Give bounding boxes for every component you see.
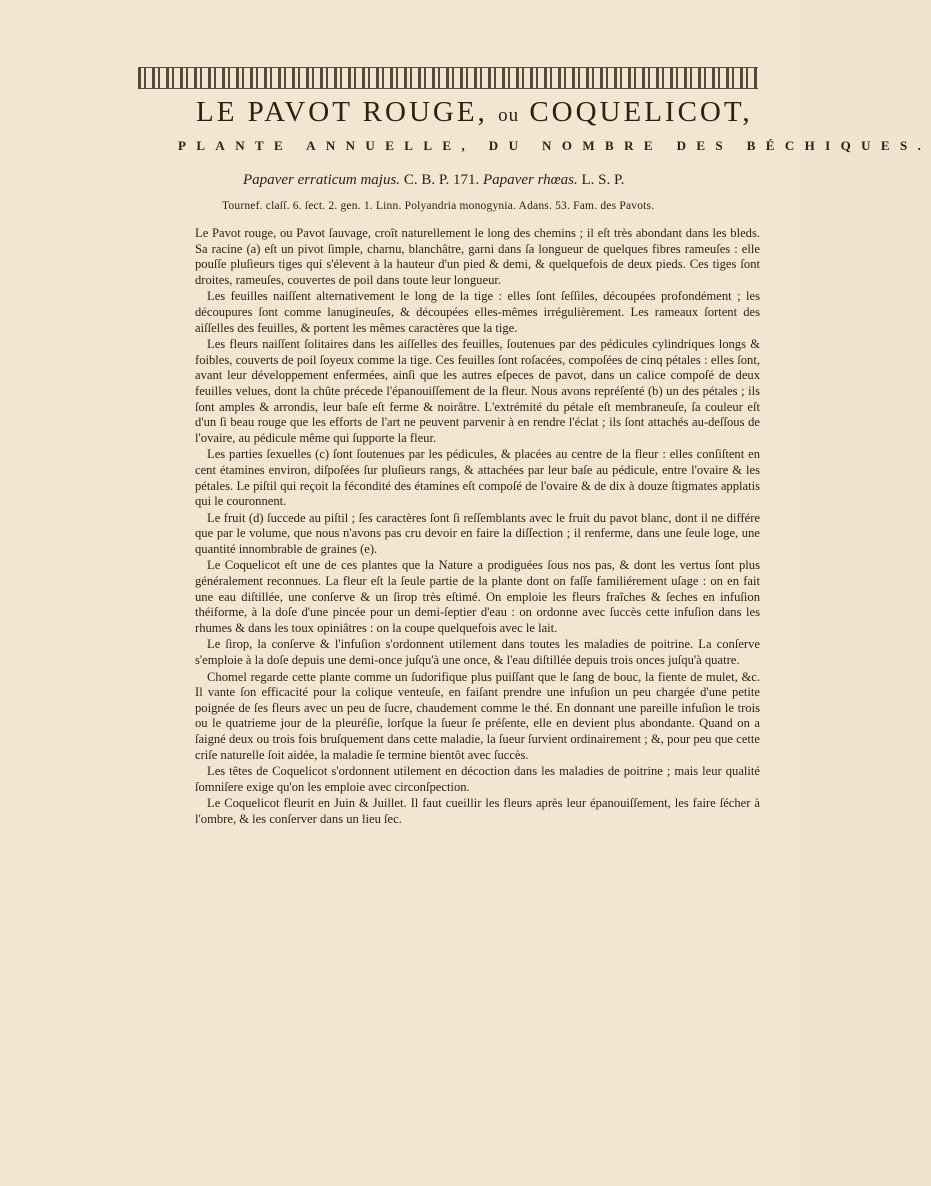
paragraph: Le ſirop, la conſerve & l'infuſion s'ordonnent utilement dans toutes les maladies de poitrine. La conſerve s'emploie à la doſe depuis une demi-once juſqu'à une once, & l'eau diſtillée depuis trois onces juſqu'à quatre. (195, 637, 760, 668)
paragraph: Les fleurs naiſſent ſolitaires dans les aiſſelles des feuilles, ſoutenues par des pédicules cylindriques longs & foibles, couverts de poil ſoyeux comme la tige. Ces feuilles ſont roſacées, compoſées de cinq pétales : elles ſont, avant leur développement enfermées, ainſi que les autres eſpeces de pavot, dans un calice compoſé de deux feuilles velues, dont la chûte précede l'épanouiſſement de la fleur. Nous avons repréſenté (b) un des pétales ; ils ſont amples & arrondis, leur baſe eſt ferme & noirâtre. L'extrémité du pétale eſt membraneuſe, ſa couleur eſt d'un ſi beau rouge que les efforts de l'art ne peuvent parvenir à en rendre l'éclat ; ils ſont attachés au-deſſous de l'ovaire, au pédicule même qui ſupporte la fleur. (195, 337, 760, 445)
paragraph: Le Pavot rouge, ou Pavot ſauvage, croît naturellement le long des chemins ; il eſt très abondant dans les bleds. Sa racine (a) eſt un pivot ſimple, charnu, blanchâtre, garni dans ſa longueur de quelques fibres rameuſes : elle pouſſe pluſieurs tiges qui s'élevent à la hauteur d'un pied & demi, & quelquefois de deux pieds. Ces tiges ſont droites, rameuſes, couvertes de poil dans toute leur longueur. (195, 226, 760, 287)
body-text (195, 226, 760, 829)
title-ou: ou (498, 105, 520, 126)
classification-references: Tournef. claſſ. 6. ſect. 2. gen. 1. Linn. Polyandria monogynia. Adans. 53. Fam. des Pavots. (222, 200, 655, 212)
latin-name-b: Papaver rhœas. (483, 172, 578, 188)
title-end: COQUELICOT, (529, 96, 753, 128)
latin-name-a: Papaver erraticum majus. (243, 172, 401, 188)
subtitle: PLANTE ANNUELLE, DU NOMBRE DES BÉCHIQUES. (178, 138, 931, 153)
title-main: LE PAVOT ROUGE, (196, 96, 488, 128)
paragraph: Le Coquelicot fleurit en Juin & Juillet. Il faut cueillir les fleurs après leur épanouiſſement, les faire ſécher à l'ombre, & les conſerver dans un lieu ſec. (195, 796, 760, 826)
latin-ref-b: L. S. P. (581, 172, 625, 188)
paragraph: Le fruit (d) ſuccede au piſtil ; ſes caractères ſont ſi reſſemblants avec le fruit du pavot blanc, dont il ne différe que par le volume, que nous n'avons pas cru devoir en faire la diſſection ; il renferme, dans une ſeule loge, une quantité innombrable de graines (e). (195, 510, 760, 556)
paragraph: Chomel regarde cette plante comme un ſudorifique plus puiſſant que le ſang de bouc, la fiente de mulet, &c. Il vante ſon efficacité pour la colique venteuſe, en faiſant prendre une infuſion un peu chargée d'une petite poignée de ſes fleurs avec un peu de ſucre, chaudement comme le thé. En donnant une pareille infuſion le trois ou le quatrieme jour de la pleuréſie, lorſque la ſueur ſe préſente, elle en devient plus abondante. Quand on a ſaigné deux ou trois fois bruſquement dans cette maladie, la ſueur ſurvient ordinairement ; &, pour peu que cette criſe naturelle ſoit aidée, la maladie ſe termine bientôt avec ſuccès. (195, 669, 760, 762)
paragraph: Les parties ſexuelles (c) ſont ſoutenues par les pédicules, & placées au centre de la fleur : elles conſiſtent en cent étamines environ, diſpoſées ſur pluſieurs rangs, & attachées par leur baſe au pédicule, entre l'ovaire & les pétales. Le piſtil qui reçoit la fécondité des étamines eſt compoſé de l'ovaire & de dix à douze ſtigmates applatis qui le couronnent. (195, 447, 760, 509)
latin-names (243, 172, 763, 189)
paragraph: Les têtes de Coquelicot s'ordonnent utilement en décoction dans les maladies de poitrine ; mais leur qualité ſomniſere exige qu'on les emploie avec circonſpection. (195, 764, 760, 794)
paragraph: Les feuilles naiſſent alternativement le long de la tige : elles ſont ſeſſiles, découpées profondément ; les découpures ſont comme lanugineuſes, & découpées elles-mêmes irrégulièrement. Les rameaux ſortent des aiſſelles des feuilles, & portent les mêmes caractères que la tige. (195, 289, 760, 335)
page-title (196, 96, 756, 129)
latin-ref-a: C. B. P. 171. (403, 172, 480, 188)
paragraph: Le Coquelicot eſt une de ces plantes que la Nature a prodiguées ſous nos pas, & dont les vertus ſont plus généralement reconnues. La fleur eſt la ſeule partie de la plante dont on faſſe familiérement uſage : on en fait une eau diſtillée, une conſerve & un ſirop très eſtimé. On emploie les fleurs fraîches & ſeches en infuſion théiforme, à la doſe d'une pincée pour un demi-ſeptier d'eau : on ordonne avec ſuccès cette infuſion dans les rhumes & dans les toux opiniâtres : on la coupe quelquefois avec le lait. (195, 558, 760, 635)
ornamental-border (138, 67, 758, 89)
